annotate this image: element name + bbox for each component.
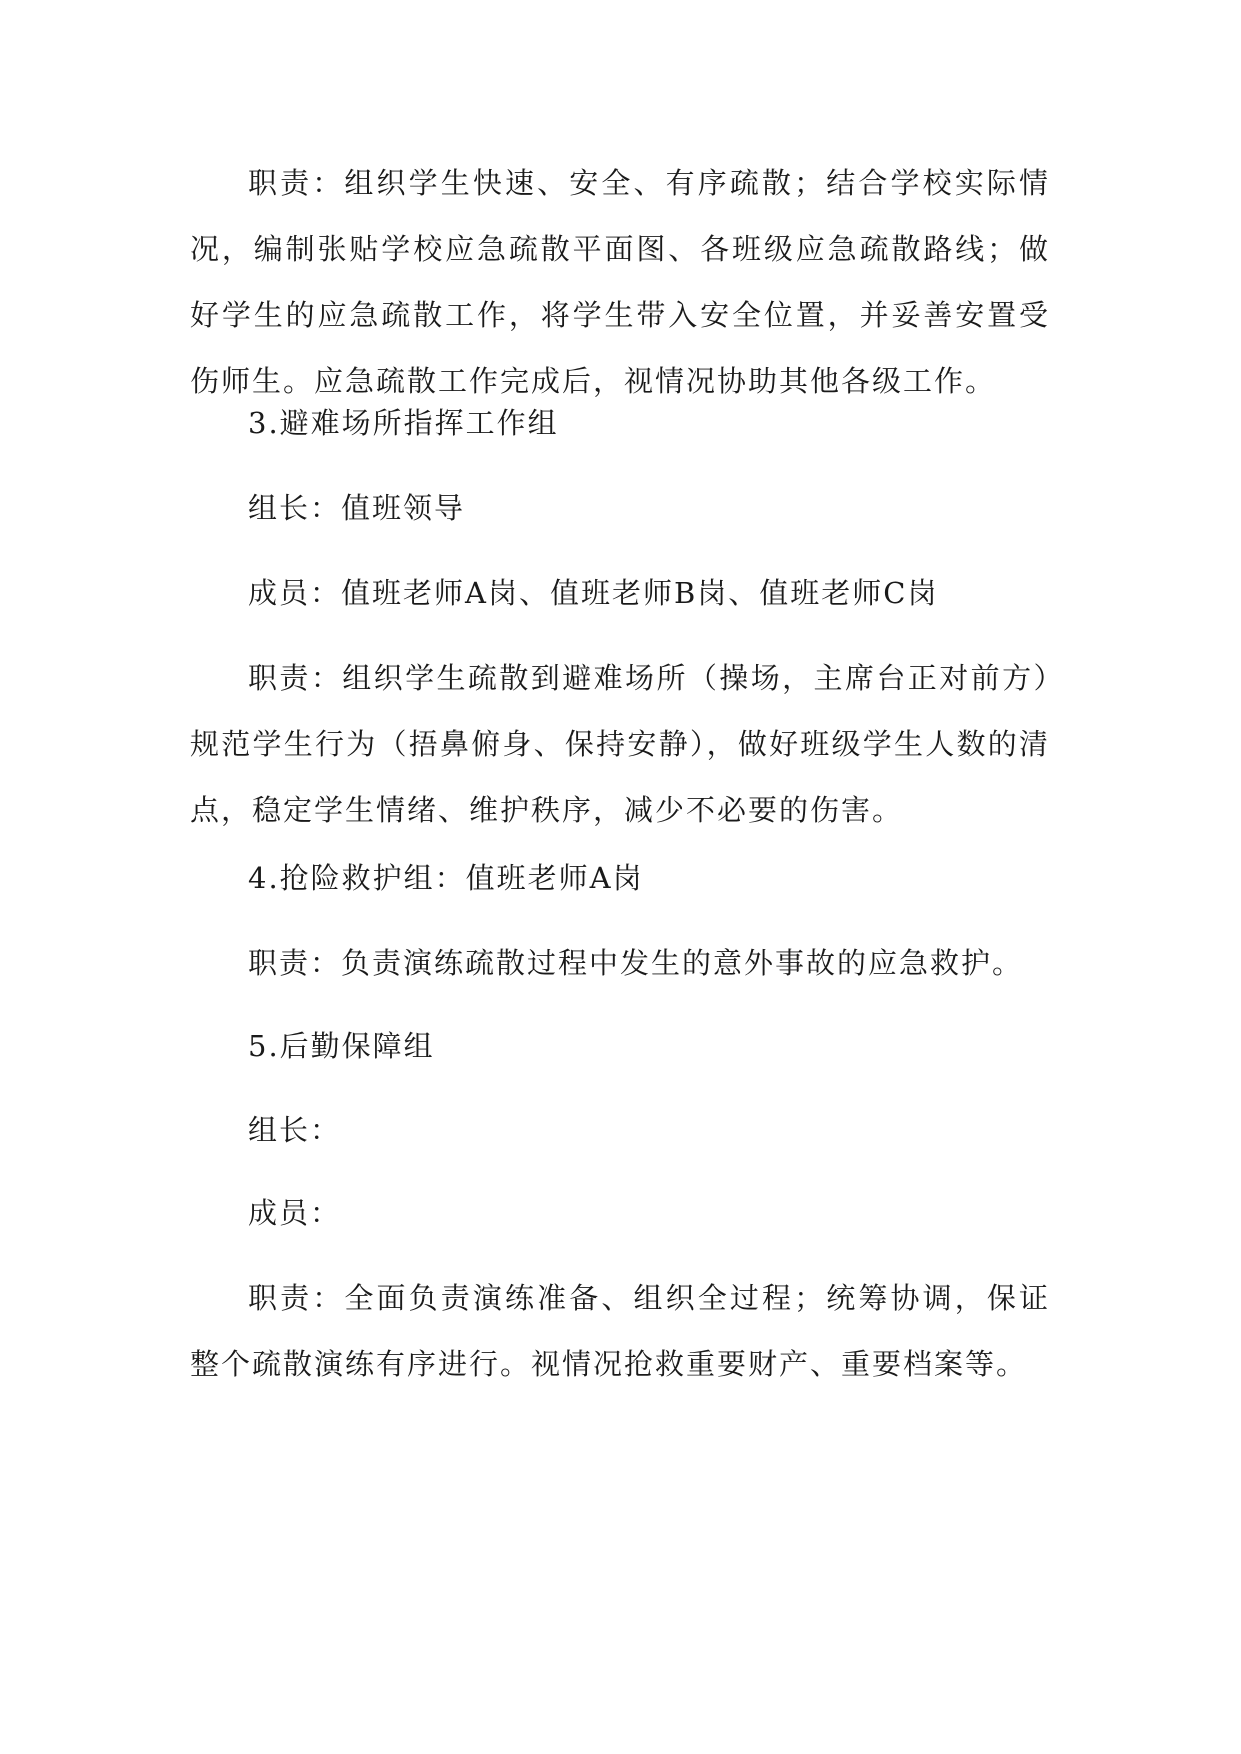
- heading-logistics-group: 5.后勤保障组: [248, 1029, 435, 1063]
- paragraph-logistics-leader: 组长：: [248, 1113, 342, 1147]
- paragraph-rescue-duties: 职责：负责演练疏散过程中发生的意外事故的应急救护。: [248, 946, 1024, 980]
- paragraph-logistics-duties: 职责：全面负责演练准备、组织全过程；统筹协调，保证整个疏散演练有序进行。视情况抢救重要财产、重要档案等。: [190, 1281, 1050, 1381]
- paragraph-evacuation-duties: 职责：组织学生快速、安全、有序疏散；结合学校实际情况，编制张贴学校应急疏散平面图、各班级应急疏散路线；做好学生的应急疏散工作，将学生带入安全位置，并妥善安置受伤师生。应急疏散工作完成后，视情况协助其他各级工作。: [190, 166, 1050, 398]
- heading-shelter-command-group: 3.避难场所指挥工作组: [248, 406, 559, 440]
- paragraph-logistics-members: 成员：: [248, 1196, 342, 1230]
- heading-rescue-group: 4.抢险救护组：值班老师A岗: [248, 861, 644, 895]
- paragraph-shelter-leader: 组长：值班领导: [248, 491, 466, 525]
- paragraph-shelter-members: 成员：值班老师A岗、值班老师B岗、值班老师C岗: [248, 576, 939, 610]
- paragraph-shelter-duties: 职责：组织学生疏散到避难场所（操场，主席台正对前方）规范学生行为（捂鼻俯身、保持安静），做好班级学生人数的清点，稳定学生情绪、维护秩序，减少不必要的伤害。: [190, 661, 1050, 827]
